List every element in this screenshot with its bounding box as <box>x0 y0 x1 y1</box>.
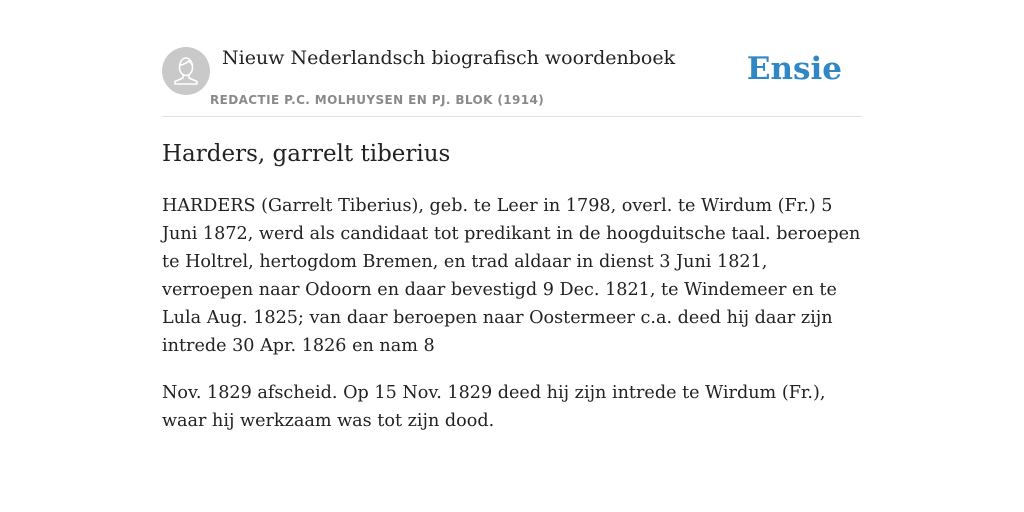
entry-title: Harders, garrelt tiberius <box>162 141 451 167</box>
ensie-logo[interactable]: Ensie <box>746 51 842 87</box>
entry-paragraph: HARDERS (Garrelt Tiberius), geb. te Leer in 1798, overl. te Wirdum (Fr.) 5 Juni 1872, werd als candidaat tot predikant in de hoogduitsche taal. beroepen te Holtrel, hertogdom Bremen, en trad aldaar in dienst 3 Juni 1821, verroepen naar Odoorn en daar bevestigd 9 Dec. 1821, te Windemeer en te Lula Aug. 1825; van daar beroepen naar Oostermeer c.a. deed hij daar zijn intrede 30 Apr. 1826 en nam 8 <box>162 196 861 356</box>
source-header <box>162 0 862 117</box>
source-title[interactable]: Nieuw Nederlandsch biografisch woordenboek <box>222 47 676 69</box>
source-avatar <box>162 47 210 95</box>
user-silhouette-icon <box>162 47 210 95</box>
entry-body <box>162 192 862 454</box>
source-editors: REDACTIE P.C. MOLHUYSEN EN PJ. BLOK (1914) <box>210 93 545 107</box>
entry-paragraph: Nov. 1829 afscheid. Op 15 Nov. 1829 deed hij zijn intrede te Wirdum (Fr.), waar hij werkzaam was tot zijn dood. <box>162 383 826 431</box>
